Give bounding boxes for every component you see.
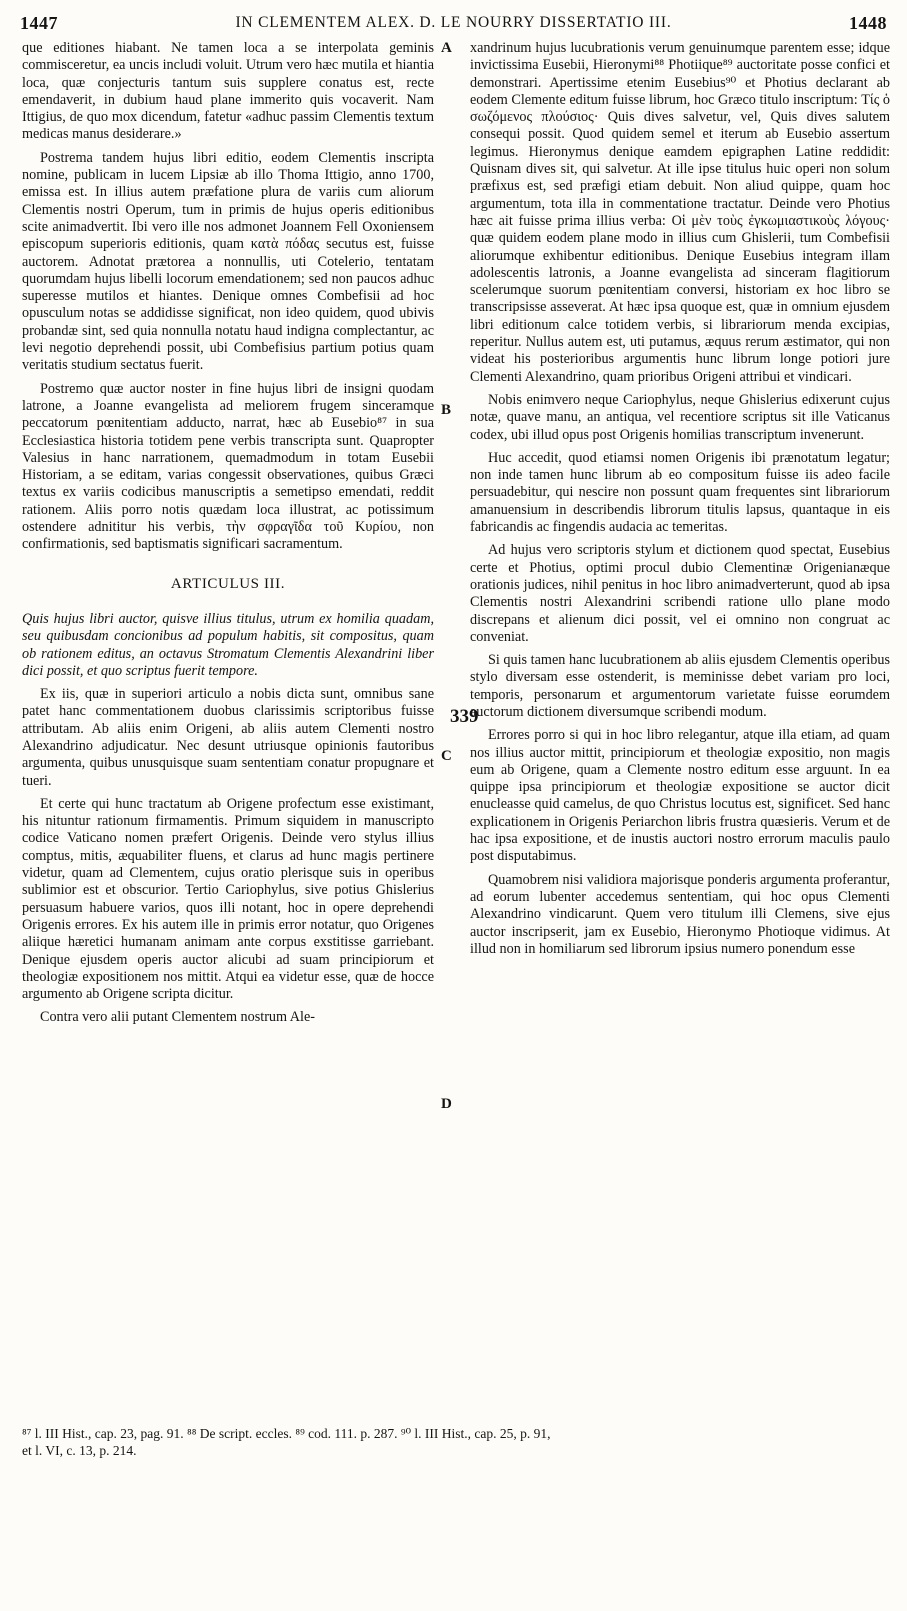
paragraph: Huc accedit, quod etiamsi nomen Origenis ibi prænotatum legatur; non inde tamen hunc librum ab eo compositum fuisse iis adeo facile persuadebitur, qui nescire non possunt quam frequentes sint librariorum amanuensium in describendis librorum titulis lapsus, quantaque in eis fabricandis ac fingendis audacia ac temeritas. bbox=[470, 449, 890, 536]
footnote-line: et l. VI, c. 13, p. 214. bbox=[22, 1443, 137, 1458]
paragraph: Ad hujus vero scriptoris stylum et dictionem quod spectat, Eusebius certe et Photius, optimi procul dubio Clementinæ Origenianæque orationis judices, nihil penitus in hoc libro animadverterunt, quod ab ipsa Clementis nostri Alexandrini scribendi ratione ullo plane modo discrepans et alienum dici possit, vel ei omnino non congruat ac conveniat. bbox=[470, 542, 890, 645]
article-summary: Quis hujus libri auctor, quisve illius titulus, utrum ex homilia quadam, seu quibusdam concionibus ad populum habitis, sit compositus, quam ob rationem editus, an octavus Stromatum Clementis Alexandrini liber dici possit, et quo scriptus fuerit tempore. bbox=[22, 610, 434, 679]
margin-letter-c: C bbox=[441, 748, 452, 764]
paragraph: Postremo quæ auctor noster in fine hujus libri de insigni quodam latrone, a Joanne evangelista ad meliorem frugem sinceramque peccatorum pœnitentiam adducto, narrat, hæc ab Eusebio⁸⁷ in sua Ecclesiastica historia totidem pene verbis transcripta sunt. Quapropter Valesius in hanc narrationem, quemadmodum in totam Eusebii Historiam, a se editam, varias congessit observationes, quibus Græci textus ex variis codicibus manuscriptis a semetipso emendati, reddit rationem. Aliis porro notis quædam loca illustrat, ac potissimum ostendere adnititur his verbis, τὴν σφραγῖδα τοῦ Κυρίου, non confirmationis, sed baptismatis significari sacramentum. bbox=[22, 380, 434, 553]
footnotes bbox=[22, 1425, 889, 1459]
original-page-number: 339 bbox=[450, 706, 479, 727]
running-header bbox=[20, 12, 887, 34]
right-column-number: 1448 bbox=[848, 12, 887, 33]
paragraph: Postrema tandem hujus libri editio, eodem Clementis inscripta nomine, publicam in lucem Lipsiæ ab illo Thoma Ittigio, anno 1700, emissa est. In illius autem præfatione plura de variis cum aliorum Clementis nostri Operum, tum in primis de hujus operis editionibus scite animadvertit. Ibi vero ille nos admonet Joannem Fell Oxoniensem episcopum superioris editionis, quam κατὰ πόδας secutus est, fuisse auctorem. Adnotat prætorea a nonnullis, uti Cotelerio, tentatam quorumdam hujus libelli locorum emendationem; sed non paucos adhuc superesse mutilos et hiantes. Denique omnes Combefisii ad hoc opusculum notas se addidisse significat, non ideo quidem, quod ubivis probandæ sint, sed quia nonnulla notatu haud indigna complectantur, ac levi negotio deprehendi possit, ubi Combefisius partium potius quam veritatis studium sectatus fuerit. bbox=[22, 149, 434, 374]
paragraph: Si quis tamen hanc lucubrationem ab aliis ejusdem Clementis operibus stylo diversam esse ostenderit, is meminisse debet variam pro loci, temporis, personarum et argumentorum varietate fuisse eorumdem auctorum dictionem diversumque scribendi modum. bbox=[470, 652, 890, 720]
left-column bbox=[22, 40, 434, 1033]
paragraph: Et certe qui hunc tractatum ab Origene profectum esse existimant, his nituntur rationum firmamentis. Primum siquidem in manuscripto codice Vaticano nomen præfert Origenis. Deinde vero stylus illius comptus, mitis, æquabiliter fluens, et clarus ad hunc magis pertinere videtur, quam ad Clementem, cujus oratio plerisque suis in operibus sublimior est et obscurior. Tertio Cariophylus, sive potius Ghislerius persuasum habuere varios, quos illi notant, hoc in opere deprehendi Origenis errores. Ex his autem ille in primis error notatur, quo Origenes aliique hæretici humanam animam ante corpus exstitisse garriebant. Denique ejusdem operis auctor alicubi ad suam principiorum et theologiæ expositionem nos mittit. Atqui ea videtur esse, quæ de hocce argumento ab Origene scripta dicitur. bbox=[22, 795, 434, 1003]
margin-letter-d: D bbox=[441, 1096, 452, 1112]
paragraph: que editiones hiabant. Ne tamen loca a se interpolata geminis commisceretur, ea uncis includi voluit. Utrum vero hæc mutila et hiantia loca, quæ conjecturis tantum suis supplere conatus est, recte emendaverit, in dubium haud plane immerito quis vocaverit. Nam Ittigius, de quo mox dicendum, fatetur «adhuc passim Clementis textum medicas manus desiderare.» bbox=[22, 40, 434, 143]
paragraph: Nobis enimvero neque Cariophylus, neque Ghislerius edixerunt cujus notæ, quave manu, an antiqua, vel recentiore scriptus sit ille Vaticanus codex, ubi illud opus post Origenis homilias transcriptum invenerunt. bbox=[470, 391, 890, 443]
paragraph: xandrinum hujus lucubrationis verum genuinumque parentem esse; idque invictissima Eusebii, Hieronymi⁸⁸ Photiique⁸⁹ auctoritate posse confici et demonstrari. Apertissime etenim Eusebius⁹⁰ et Photius declarant ab eodem Clemente editum fuisse librum, hoc Græco titulo inscriptum: Τίς ὁ σωζόμενος πλούσιος· Quis dives salvetur, vel, Quis dives salutem consequi possit. Quod quidem semel et iterum ab Eusebio assertum legimus. Hieronymus denique eamdem epigraphen Latine reddidit: Quisnam dives sit, qui salvetur. At ille ipse titulus huic operi non solum præfixus est, sed præfigi etiam debuit. Non aliud quippe, quam hoc argumentum, tota illa in commentatione tractatur. Deinde vero Photius hæc ait fuisse prima illius verba: Οἱ μὲν τοὺς ἐγκωμιαστικοὺς λόγους· quæ quidem eodem plane modo in illius cum Ghislerii, tum Combefisii aliorumque exhibentur editionibus. Denique Eusebius integram illam adolescentis latronis, a Joanne evangelista ad sinceram flagitiorum scelerumque suorum pœnitentiam conversi, historiam ex hoc libro se transcripsisse asseverat. At hæc ipsa quoque est, quæ in omnium ejusdem libri editionum calce totidem verbis, si librariorum menda excipias, reperitur. Nullus autem est, uti putamus, æquus rerum æstimator, qui non videat his posterioribus argumentis hunc librum longe potiori jure Clementi Alexandrino, quam prioribus Origeni attribui et vindicari. bbox=[470, 40, 890, 385]
paragraph: Contra vero alii putant Clementem nostrum Ale- bbox=[40, 1009, 316, 1026]
article-heading: ARTICULUS III. bbox=[170, 575, 286, 592]
paragraph: Errores porro si qui in hoc libro relegantur, atque illa etiam, ad quam nos illius auctor mittit, principiorum et theologiæ expositio, non magis eum ab Origene, quam a Clemente nostro editum esse arguunt. In ea quippe ipsa principiorum et theologiæ expositione se auctor dicit enucleasse quid camelus, de quo Christus locutus est, significet. Sed hanc explicationem in Origenis Periarchon libris frustra quæsieris. Verum et de hac ipsa expositione, et de inustis auctori nostro errorum maculis paulo post disputabimus. bbox=[470, 727, 890, 865]
margin-letter-b: B bbox=[441, 402, 452, 418]
paragraph: Ex iis, quæ in superiori articulo a nobis dicta sunt, omnibus sane patet hanc commentationem duobus clarissimis scriptoribus fuisse attributam. Ab aliis enim Origeni, ab aliis autem Clementi nostro Alexandrino adjudicatur. Nec desunt utriusque opinionis fautoribus argumenta, quibus unusquisque suam sententiam conatur propugnare et tueri. bbox=[22, 686, 434, 789]
running-title: IN CLEMENTEM ALEX. D. LE NOURRY DISSERTATIO III. bbox=[235, 14, 672, 31]
right-column bbox=[470, 40, 890, 964]
paragraph: Quamobrem nisi validiora majorisque ponderis argumenta proferantur, ad eorum lubenter accedemus sententiam, qui hoc opus Clementi Alexandrino vindicarunt. Quem vero titulum illi Clemens, sive ejus auctor inscripserit, jam ex Eusebio, Hieronymo Photioque vidimus. At illud non in homiliarum sed librorum ipsius numero ponendum esse bbox=[470, 871, 890, 957]
left-column-number: 1447 bbox=[20, 12, 58, 33]
footnote-line: ⁸⁷ l. III Hist., cap. 23, pag. 91. ⁸⁸ De script. eccles. ⁸⁹ cod. 111. p. 287. ⁹⁰ l. III Hist., cap. 25, p. 91, bbox=[22, 1426, 551, 1441]
margin-letter-a: A bbox=[441, 40, 452, 56]
